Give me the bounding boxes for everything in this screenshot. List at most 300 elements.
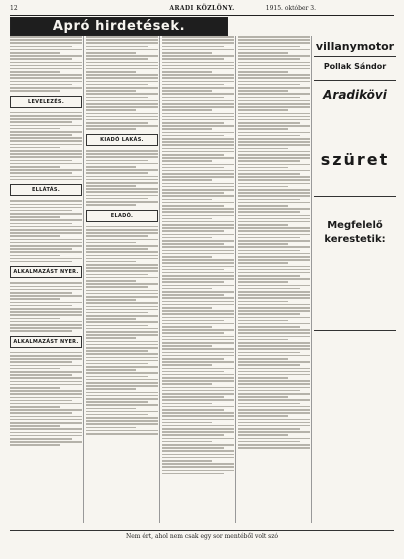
unreadable-text-line (86, 255, 158, 257)
unreadable-text-line (86, 46, 148, 48)
unreadable-text-line (238, 291, 310, 293)
unreadable-text-line (238, 90, 288, 92)
unreadable-text-line (10, 55, 82, 57)
display-ad-rule (314, 80, 396, 81)
unreadable-text-line (238, 176, 310, 178)
unreadable-text-line (162, 297, 234, 299)
unreadable-text-line (238, 74, 310, 76)
unreadable-text-line (86, 274, 148, 276)
unreadable-text-line (10, 163, 82, 165)
unreadable-text-line (238, 195, 310, 197)
unreadable-text-line (86, 36, 158, 38)
unreadable-text-line (86, 87, 158, 89)
unreadable-text-line (10, 144, 82, 146)
unreadable-text-line (238, 266, 310, 268)
unreadable-text-line (10, 84, 72, 86)
unreadable-text-line (10, 74, 82, 76)
unreadable-text-line (162, 116, 234, 118)
unreadable-text-line (86, 430, 158, 432)
unreadable-text-line (86, 55, 158, 57)
unreadable-text-line (238, 269, 310, 271)
unreadable-text-line (162, 409, 224, 411)
unreadable-text-line (162, 387, 234, 389)
unreadable-text-line (162, 358, 224, 360)
unreadable-text-line (238, 447, 310, 449)
unreadable-text-line (86, 150, 158, 152)
unreadable-text-line (162, 154, 224, 156)
unreadable-text-line (162, 275, 234, 277)
unreadable-text-line (10, 131, 82, 133)
unreadable-text-line (238, 374, 310, 376)
unreadable-text-line (238, 192, 310, 194)
section-box-heading: ELADÓ. (86, 210, 158, 222)
unreadable-text-line (86, 337, 136, 339)
unreadable-text-line (10, 422, 82, 424)
unreadable-text-line (10, 321, 82, 323)
unreadable-text-line (238, 148, 288, 150)
unreadable-text-line (238, 157, 310, 159)
unreadable-text-line (10, 128, 60, 130)
unreadable-text-line (162, 90, 212, 92)
unreadable-text-line (162, 415, 234, 417)
unreadable-text-line (238, 355, 310, 357)
unreadable-text-line (238, 304, 310, 306)
unreadable-text-line (86, 290, 158, 292)
unreadable-text-line (238, 189, 310, 191)
unreadable-text-line (162, 119, 234, 121)
unreadable-text-line (162, 403, 212, 405)
unreadable-text-line (162, 460, 212, 462)
unreadable-text-line (162, 390, 234, 392)
unreadable-text-line (238, 199, 300, 201)
unreadable-text-line (162, 457, 234, 459)
unreadable-text-line (162, 125, 234, 127)
unreadable-text-line (162, 84, 224, 86)
unreadable-text-line (162, 167, 224, 169)
unreadable-text-line (86, 248, 148, 250)
page-number: 12 (10, 5, 18, 12)
unreadable-text-line (10, 441, 82, 443)
unreadable-text-line (238, 119, 310, 121)
unreadable-text-line (238, 52, 288, 54)
unreadable-text-line (162, 278, 234, 280)
unreadable-text-line (162, 122, 224, 124)
unreadable-text-line (162, 138, 234, 140)
unreadable-text-line (86, 385, 158, 387)
unreadable-text-line (162, 71, 212, 73)
unreadable-text-line (238, 103, 310, 105)
unreadable-text-line (86, 347, 158, 349)
unreadable-text-line (86, 242, 136, 244)
unreadable-text-line (86, 315, 158, 317)
header-rule (10, 15, 394, 16)
unreadable-text-line (238, 97, 300, 99)
unreadable-text-line (10, 172, 72, 174)
unreadable-text-line (162, 221, 234, 223)
unreadable-text-line (238, 179, 310, 181)
unreadable-text-line (86, 93, 158, 95)
unreadable-text-line (162, 396, 224, 398)
unreadable-text-line (86, 109, 136, 111)
unreadable-text-line (238, 364, 300, 366)
unreadable-text-line (10, 219, 82, 221)
unreadable-text-line (238, 431, 310, 433)
unreadable-text-line (238, 109, 288, 111)
unreadable-text-line (162, 132, 234, 134)
unreadable-text-line (162, 291, 234, 293)
unreadable-text-line (238, 371, 310, 373)
unreadable-text-line (10, 213, 82, 215)
unreadable-text-line (10, 400, 72, 402)
unreadable-text-line (10, 377, 82, 379)
unreadable-text-line (162, 307, 212, 309)
unreadable-text-line (238, 342, 310, 344)
unreadable-text-line (86, 198, 148, 200)
unreadable-text-line (86, 204, 136, 206)
ad-column-2 (86, 36, 158, 436)
unreadable-text-line (86, 103, 158, 105)
unreadable-text-line (10, 87, 82, 89)
unreadable-text-line (10, 403, 82, 405)
unreadable-text-line (86, 49, 158, 51)
unreadable-text-line (10, 397, 82, 399)
unreadable-text-line (86, 176, 158, 178)
unreadable-text-line (162, 179, 212, 181)
unreadable-text-line (238, 87, 310, 89)
display-ad-headline: Aradikövi (323, 88, 387, 102)
unreadable-text-line (162, 230, 224, 232)
unreadable-text-line (10, 255, 60, 257)
unreadable-text-line (238, 323, 310, 325)
unreadable-text-line (86, 195, 158, 197)
unreadable-text-line (162, 227, 234, 229)
unreadable-text-line (86, 81, 158, 83)
unreadable-text-line (10, 258, 82, 260)
unreadable-text-line (10, 327, 82, 329)
unreadable-text-line (238, 434, 288, 436)
unreadable-text-line (86, 153, 158, 155)
column-rule (311, 36, 312, 523)
unreadable-text-line (86, 395, 158, 397)
unreadable-text-line (162, 301, 234, 303)
unreadable-text-line (86, 309, 158, 311)
unreadable-text-line (162, 422, 212, 424)
unreadable-text-line (10, 160, 72, 162)
unreadable-text-line (10, 406, 60, 408)
unreadable-text-line (162, 262, 234, 264)
unreadable-text-line (162, 186, 234, 188)
unreadable-text-line (238, 399, 310, 401)
unreadable-text-line (10, 368, 60, 370)
unreadable-text-line (86, 398, 158, 400)
unreadable-text-line (10, 112, 82, 114)
unreadable-text-line (86, 360, 158, 362)
unreadable-text-line (238, 281, 288, 283)
unreadable-text-line (238, 128, 288, 130)
unreadable-text-line (238, 288, 300, 290)
unreadable-text-line (162, 189, 234, 191)
unreadable-text-line (10, 36, 82, 38)
unreadable-text-line (10, 147, 60, 149)
display-ad-headline: Pollak Sándor (323, 62, 387, 71)
unreadable-text-line (86, 100, 158, 102)
unreadable-text-line (238, 84, 300, 86)
unreadable-text-line (10, 330, 72, 332)
unreadable-text-line (162, 211, 234, 213)
unreadable-text-line (162, 224, 234, 226)
unreadable-text-line (162, 36, 234, 38)
section-banner: Apró hirdetések. (10, 17, 228, 36)
unreadable-text-line (162, 68, 234, 70)
unreadable-text-line (162, 444, 234, 446)
unreadable-text-line (162, 42, 234, 44)
unreadable-text-line (86, 363, 148, 365)
ad-column-4 (238, 36, 310, 450)
unreadable-text-line (86, 58, 148, 60)
ad-column-3 (162, 36, 234, 476)
unreadable-text-line (162, 151, 234, 153)
unreadable-text-line (86, 74, 158, 76)
unreadable-text-line (238, 332, 310, 334)
unreadable-text-line (238, 444, 310, 446)
unreadable-text-line (86, 379, 158, 381)
unreadable-text-line (162, 250, 234, 252)
unreadable-text-line (162, 352, 234, 354)
unreadable-text-line (238, 243, 288, 245)
unreadable-text-line (10, 134, 72, 136)
unreadable-text-line (86, 226, 158, 228)
unreadable-text-line (86, 201, 158, 203)
unreadable-text-line (86, 258, 158, 260)
unreadable-text-line (238, 68, 310, 70)
unreadable-text-line (86, 401, 148, 403)
unreadable-text-line (10, 318, 60, 320)
unreadable-text-line (10, 226, 82, 228)
unreadable-text-line (86, 417, 158, 419)
unreadable-text-line (162, 329, 234, 331)
column-rule (83, 36, 84, 523)
unreadable-text-line (238, 164, 310, 166)
unreadable-text-line (86, 328, 158, 330)
unreadable-text-line (162, 237, 212, 239)
unreadable-text-line (86, 388, 136, 390)
unreadable-text-line (238, 93, 310, 95)
unreadable-text-line (238, 387, 310, 389)
unreadable-text-line (10, 156, 82, 158)
unreadable-text-line (10, 308, 82, 310)
unreadable-text-line (238, 294, 310, 296)
unreadable-text-line (238, 307, 310, 309)
unreadable-text-line (10, 374, 72, 376)
unreadable-text-line (238, 380, 310, 382)
unreadable-text-line (238, 138, 310, 140)
unreadable-text-line (238, 301, 288, 303)
unreadable-text-line (86, 296, 158, 298)
unreadable-text-line (10, 384, 82, 386)
unreadable-text-line (162, 259, 234, 261)
unreadable-text-line (86, 232, 158, 234)
unreadable-text-line (162, 428, 234, 430)
unreadable-text-line (10, 137, 82, 139)
unreadable-text-line (86, 366, 158, 368)
unreadable-text-line (162, 87, 234, 89)
unreadable-text-line (10, 46, 72, 48)
unreadable-text-line (86, 411, 158, 413)
unreadable-text-line (238, 297, 310, 299)
unreadable-text-line (86, 68, 158, 70)
unreadable-text-line (86, 264, 158, 266)
unreadable-text-line (86, 283, 158, 285)
unreadable-text-line (238, 428, 300, 430)
unreadable-text-line (238, 215, 310, 217)
unreadable-text-line (10, 204, 82, 206)
unreadable-text-line (86, 427, 136, 429)
unreadable-text-line (238, 275, 300, 277)
unreadable-text-line (162, 304, 234, 306)
unreadable-text-line (162, 109, 212, 111)
unreadable-text-line (10, 295, 82, 297)
unreadable-text-line (162, 240, 234, 242)
unreadable-text-line (238, 234, 310, 236)
unreadable-text-line (86, 245, 158, 247)
unreadable-text-line (86, 235, 148, 237)
unreadable-text-line (86, 325, 148, 327)
unreadable-text-line (162, 345, 212, 347)
unreadable-text-line (162, 269, 224, 271)
unreadable-text-line (10, 210, 72, 212)
unreadable-text-line (86, 420, 158, 422)
unreadable-text-line (162, 135, 224, 137)
unreadable-text-line (162, 406, 234, 408)
unreadable-text-line (238, 237, 300, 239)
unreadable-text-line (238, 58, 300, 60)
unreadable-text-line (162, 170, 234, 172)
unreadable-text-line (162, 463, 234, 465)
unreadable-text-line (238, 141, 310, 143)
unreadable-text-line (86, 334, 158, 336)
unreadable-text-line (10, 52, 60, 54)
unreadable-text-line (162, 377, 234, 379)
unreadable-text-line (238, 246, 310, 248)
unreadable-text-line (162, 144, 234, 146)
unreadable-text-line (86, 229, 158, 231)
unreadable-text-line (238, 55, 310, 57)
unreadable-text-line (10, 229, 82, 231)
unreadable-text-line (10, 223, 72, 225)
unreadable-text-line (162, 361, 234, 363)
unreadable-text-line (238, 425, 310, 427)
unreadable-text-line (238, 339, 288, 341)
unreadable-text-line (238, 36, 310, 38)
unreadable-text-line (238, 240, 310, 242)
unreadable-text-line (162, 320, 224, 322)
unreadable-text-line (238, 348, 310, 350)
unreadable-text-line (86, 369, 136, 371)
unreadable-text-line (10, 416, 82, 418)
unreadable-text-line (86, 113, 158, 115)
unreadable-text-line (238, 250, 300, 252)
unreadable-text-line (10, 409, 82, 411)
unreadable-text-line (162, 266, 234, 268)
unreadable-text-line (162, 368, 234, 370)
unreadable-text-line (162, 454, 234, 456)
unreadable-text-line (86, 122, 148, 124)
unreadable-text-line (162, 348, 234, 350)
unreadable-text-line (86, 382, 158, 384)
unreadable-text-line (86, 156, 158, 158)
unreadable-text-line (10, 166, 60, 168)
display-ad-headline: kerestetik: (324, 234, 386, 245)
unreadable-text-line (86, 90, 136, 92)
unreadable-text-line (10, 216, 60, 218)
unreadable-text-line (10, 444, 60, 446)
unreadable-text-line (10, 393, 82, 395)
unreadable-text-line (162, 317, 234, 319)
unreadable-text-line (86, 267, 158, 269)
unreadable-text-line (238, 256, 310, 258)
unreadable-text-line (238, 438, 310, 440)
unreadable-text-line (10, 302, 82, 304)
unreadable-text-line (162, 55, 234, 57)
unreadable-text-line (238, 46, 300, 48)
unreadable-text-line (10, 62, 82, 64)
unreadable-text-line (10, 118, 82, 120)
unreadable-text-line (238, 272, 310, 274)
unreadable-text-line (10, 39, 82, 41)
unreadable-text-line (86, 299, 136, 301)
unreadable-text-line (238, 224, 288, 226)
unreadable-text-line (86, 97, 148, 99)
unreadable-text-line (238, 422, 310, 424)
unreadable-text-line (162, 81, 234, 83)
unreadable-text-line (10, 261, 72, 263)
unreadable-text-line (162, 272, 234, 274)
unreadable-text-line (162, 199, 212, 201)
unreadable-text-line (162, 202, 234, 204)
unreadable-text-line (238, 170, 310, 172)
unreadable-text-line (162, 326, 212, 328)
unreadable-text-line (238, 208, 310, 210)
unreadable-text-line (162, 128, 212, 130)
unreadable-text-line (86, 52, 136, 54)
unreadable-text-line (86, 71, 136, 73)
unreadable-text-line (238, 39, 310, 41)
unreadable-text-line (162, 160, 212, 162)
unreadable-text-line (238, 218, 310, 220)
unreadable-text-line (238, 441, 300, 443)
unreadable-text-line (86, 84, 148, 86)
unreadable-text-line (10, 242, 82, 244)
unreadable-text-line (86, 350, 148, 352)
issue-date: 1915. október 3. (265, 5, 316, 12)
ad-column-1 (10, 36, 82, 448)
unreadable-text-line (86, 62, 158, 64)
unreadable-text-line (238, 113, 310, 115)
unreadable-text-line (238, 409, 310, 411)
unreadable-text-line (162, 431, 234, 433)
unreadable-text-line (238, 77, 310, 79)
unreadable-text-line (162, 383, 212, 385)
unreadable-text-line (238, 49, 310, 51)
unreadable-text-line (162, 93, 234, 95)
unreadable-text-line (238, 125, 310, 127)
unreadable-text-line (238, 393, 310, 395)
unreadable-text-line (238, 352, 300, 354)
unreadable-text-line (238, 377, 288, 379)
section-box-heading: ELLÁTÁS. (10, 184, 82, 196)
unreadable-text-line (10, 58, 72, 60)
section-box-heading: KIADÓ LAKÁS. (86, 134, 158, 146)
